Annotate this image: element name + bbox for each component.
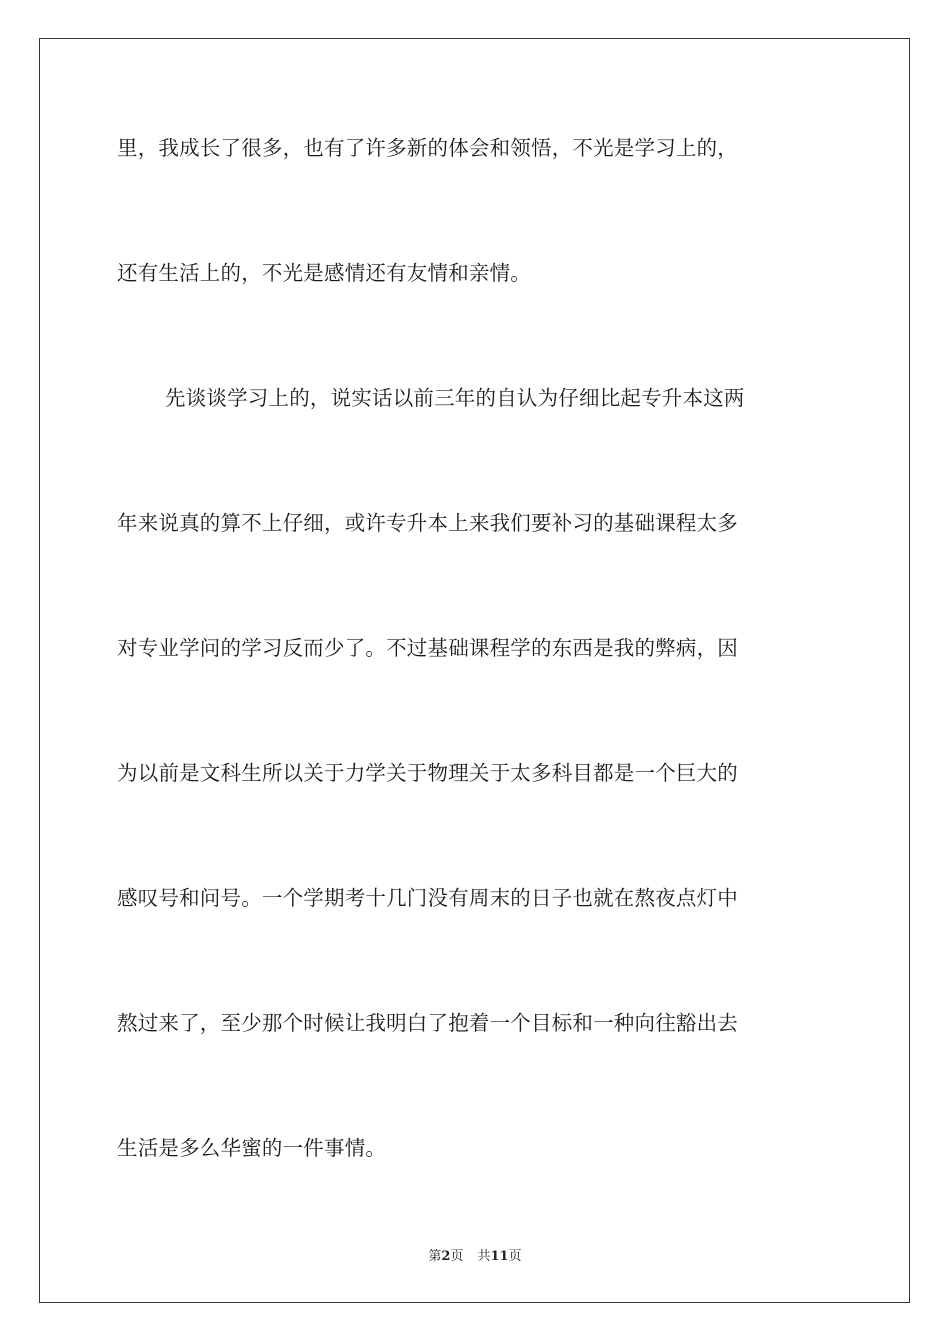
paragraph-line: 生活是多么华蜜的一件事情。 <box>117 1136 387 1160</box>
page-footer <box>0 1248 950 1266</box>
paragraph-line: 年来说真的算不上仔细，或许专升本上来我们要补习的基础课程太多 <box>117 511 738 535</box>
paragraph-line: 里，我成长了很多，也有了许多新的体会和领悟，不光是学习上的， <box>117 136 738 160</box>
paragraph-line: 为以前是文科生所以关于力学关于物理关于太多科目都是一个巨大的 <box>117 761 738 785</box>
paragraph-line: 先谈谈学习上的，说实话以前三年的自认为仔细比起专升本这两 <box>165 386 745 410</box>
total-pages: 11 <box>490 1249 509 1264</box>
total-suffix: 页 <box>508 1249 522 1264</box>
paragraph-line: 对专业学问的学习反而少了。不过基础课程学的东西是我的弊病，因 <box>117 636 738 660</box>
page-border <box>39 38 910 1303</box>
paragraph-line: 熬过来了，至少那个时候让我明白了抱着一个目标和一种向往豁出去 <box>117 1011 738 1035</box>
page-number: 2 <box>441 1249 451 1264</box>
paragraph-line: 还有生活上的，不光是感情还有友情和亲情。 <box>117 261 531 285</box>
paragraph-line: 感叹号和问号。一个学期考十几门没有周末的日子也就在熬夜点灯中 <box>117 886 738 910</box>
page-prefix: 第 <box>428 1249 442 1264</box>
page-suffix: 页 <box>450 1249 464 1264</box>
total-prefix: 共 <box>477 1249 491 1264</box>
